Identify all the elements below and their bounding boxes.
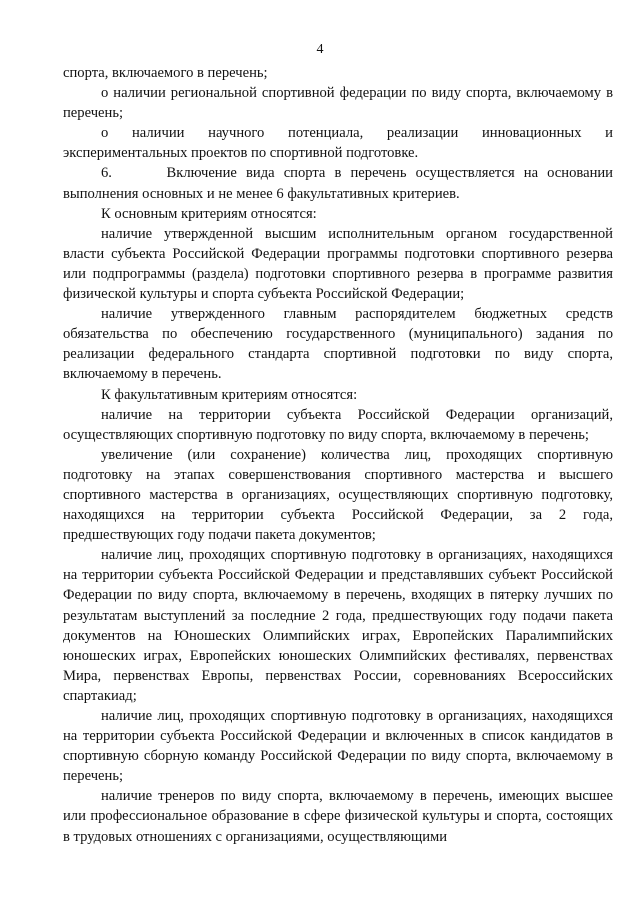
paragraph: наличие лиц, проходящих спортивную подготовку в организациях, находящихся на территории субъекта Российской Федерации и представлявших субъект Российской Федерации по виду спорта, включаемому в перечень, входящих в пятерку лучших по результатам выступлений за последние 2 года, предшествующих году подачи пакета документов на Юношеских Олимпийских играх, Европейских Паралимпийских юношеских играх, Европейских юношеских Олимпийских фестивалях, первенствах Мира, первенствах Европы, первенствах России, соревнованиях Всероссийских спартакиад; bbox=[63, 547, 613, 704]
paragraph: увеличение (или сохранение) количества лиц, проходящих спортивную подготовку на этапах совершенствования спортивного мастерства и высшего спортивного мастерства в организациях, осуществляющих спортивную подготовку, находящихся на территории субъекта Российской Федерации, за 2 года, предшествующих году подачи пакета документов; bbox=[63, 446, 613, 544]
paragraph: спорта, включаемого в перечень; bbox=[63, 65, 268, 81]
paragraph: о наличии научного потенциала, реализации инновационных и экспериментальных проектов по спортивной подготовке. bbox=[63, 125, 613, 162]
paragraph: К основным критериям относятся: bbox=[101, 205, 317, 222]
paragraph: наличие утвержденной высшим исполнительным органом государственной власти субъекта Российской Федерации программы подготовки спортивного резерва или подпрограммы (раздела) подготовки спортивного резерва в программе развития физической культуры и спорта субъекта Российской Федерации; bbox=[63, 225, 613, 303]
numbered-paragraph: 6. Включение вида спорта в перечень осуществляется на основании выполнения основных и не менее 6 факультативных критериев. bbox=[63, 165, 613, 202]
paragraph: наличие утвержденного главным распорядителем бюджетных средств обязательства по обеспечению государственного (муниципального) задания по реализации федерального стандарта спортивной подготовки по виду спорта, включаемому в перечень. bbox=[63, 306, 613, 383]
paragraph: наличие лиц, проходящих спортивную подготовку в организациях, находящихся на территории субъекта Российской Федерации и включенных в список кандидатов в спортивную сборную команду Российской Федерации по виду спорта, включаемому в перечень; bbox=[63, 708, 613, 785]
document-body bbox=[63, 63, 613, 847]
paragraph: наличие тренеров по виду спорта, включаемому в перечень, имеющих высшее или профессиональное образование в сфере физической культуры и спорта, состоящих в трудовых отношениях с организациями, осуществляющими bbox=[63, 788, 613, 845]
paragraph: о наличии региональной спортивной федерации по виду спорта, включаемому в перечень; bbox=[63, 85, 613, 122]
paragraph: К факультативным критериям относятся: bbox=[101, 386, 358, 403]
paragraph: наличие на территории субъекта Российской Федерации организаций, осуществляющих спортивную подготовку по виду спорта, включаемому в перечень; bbox=[63, 406, 613, 443]
page-number: 4 bbox=[316, 42, 324, 57]
